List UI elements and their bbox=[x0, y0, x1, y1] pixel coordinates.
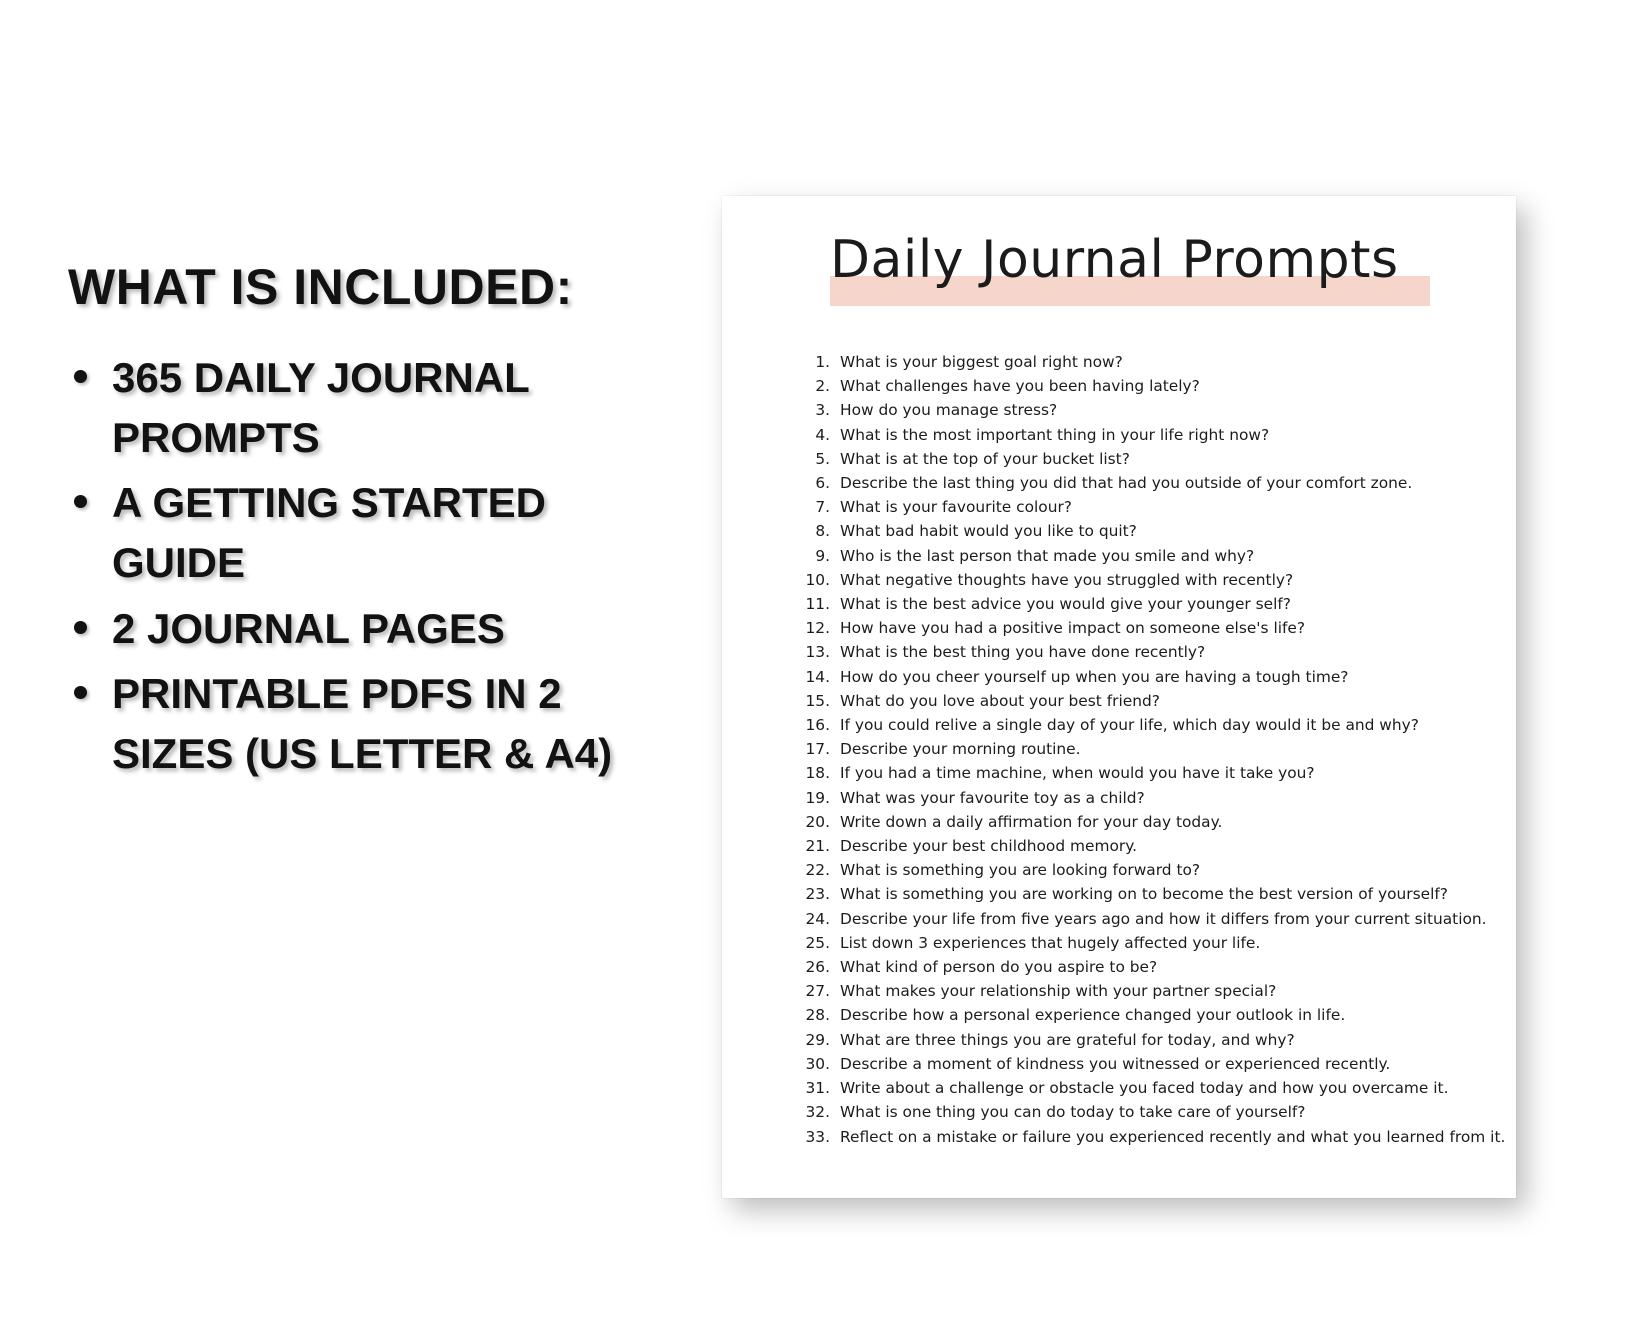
prompt-number: 33. bbox=[805, 1127, 830, 1146]
prompt-item bbox=[792, 1076, 1490, 1100]
prompt-item bbox=[792, 979, 1490, 1003]
prompt-text: If you could relive a single day of your life, which day would it be and why? bbox=[840, 716, 1419, 735]
prompt-text: How have you had a positive impact on someone else's life? bbox=[840, 619, 1306, 638]
journal-title-block bbox=[830, 230, 1430, 308]
prompt-item bbox=[792, 447, 1490, 471]
prompt-text: What are three things you are grateful for today, and why? bbox=[840, 1030, 1295, 1049]
prompt-number: 25. bbox=[805, 933, 830, 952]
prompt-number: 10. bbox=[805, 570, 830, 589]
prompt-number: 22. bbox=[805, 861, 830, 880]
bullet-icon bbox=[74, 495, 87, 508]
prompt-text: What negative thoughts have you struggled with recently? bbox=[840, 570, 1294, 589]
prompt-item bbox=[792, 640, 1490, 664]
prompt-number: 27. bbox=[805, 982, 830, 1001]
prompt-text: If you had a time machine, when would you have it take you? bbox=[840, 764, 1315, 783]
prompt-number: 1. bbox=[815, 353, 830, 371]
prompt-number: 16. bbox=[805, 716, 830, 735]
journal-title: Daily Journal Prompts bbox=[830, 230, 1399, 290]
list-item-label: 2 JOURNAL PAGES bbox=[112, 604, 505, 652]
list-item bbox=[62, 348, 682, 467]
list-item bbox=[62, 473, 682, 592]
prompt-item bbox=[792, 858, 1490, 882]
prompt-text: Reflect on a mistake or failure you experienced recently and what you learned from it. bbox=[840, 1127, 1506, 1146]
prompt-item bbox=[792, 786, 1490, 810]
prompt-text: Describe your morning routine. bbox=[840, 740, 1081, 759]
list-item-label: A GETTING STARTED GUIDE bbox=[112, 479, 546, 586]
prompt-text: Write down a daily affirmation for your day today. bbox=[840, 812, 1223, 831]
prompt-text: What is at the top of your bucket list? bbox=[840, 449, 1130, 468]
list-item-label: 365 DAILY JOURNAL PROMPTS bbox=[112, 354, 530, 461]
prompt-text: What bad habit would you like to quit? bbox=[840, 522, 1137, 541]
prompt-item bbox=[792, 423, 1490, 447]
prompt-number: 24. bbox=[805, 909, 830, 928]
prompt-item bbox=[792, 761, 1490, 785]
prompt-number: 19. bbox=[805, 788, 830, 807]
list-item bbox=[62, 599, 682, 659]
prompt-text: Describe how a personal experience changed your outlook in life. bbox=[840, 1006, 1346, 1025]
prompt-number: 6. bbox=[815, 474, 830, 493]
prompt-text: What is your favourite colour? bbox=[840, 498, 1072, 517]
prompt-number: 2. bbox=[815, 377, 830, 396]
prompt-text: What is the best advice you would give your younger self? bbox=[840, 595, 1291, 614]
prompt-item bbox=[792, 810, 1490, 834]
prompt-item bbox=[792, 1003, 1490, 1027]
prompt-number: 20. bbox=[805, 812, 830, 831]
prompt-item bbox=[792, 544, 1490, 568]
prompt-item bbox=[792, 1100, 1490, 1124]
prompt-number: 13. bbox=[805, 643, 830, 662]
prompt-text: Describe your life from five years ago and how it differs from your current situation. bbox=[840, 909, 1487, 928]
prompt-number: 15. bbox=[805, 691, 830, 710]
prompt-number: 11. bbox=[805, 595, 830, 614]
page-title: WHAT IS INCLUDED: bbox=[68, 259, 573, 315]
prompt-text: How do you cheer yourself up when you are having a tough time? bbox=[840, 667, 1349, 686]
prompt-item bbox=[792, 907, 1490, 931]
prompt-item bbox=[792, 471, 1490, 495]
prompt-number: 7. bbox=[815, 498, 830, 517]
prompt-text: What is the best thing you have done recently? bbox=[840, 643, 1206, 662]
prompt-number: 26. bbox=[805, 958, 830, 977]
prompt-text: What challenges have you been having lately? bbox=[840, 377, 1200, 396]
prompt-number: 30. bbox=[805, 1054, 830, 1073]
prompt-item bbox=[792, 1028, 1490, 1052]
prompt-number: 23. bbox=[805, 885, 830, 904]
prompt-item bbox=[792, 495, 1490, 519]
bullet-icon bbox=[74, 686, 87, 699]
prompt-number: 17. bbox=[805, 740, 830, 759]
prompt-text: What is one thing you can do today to take care of yourself? bbox=[840, 1103, 1306, 1122]
prompt-item bbox=[792, 931, 1490, 955]
prompt-text: What was your favourite toy as a child? bbox=[840, 788, 1145, 807]
prompt-item bbox=[792, 350, 1490, 374]
list-item-label: PRINTABLE PDFS IN 2 SIZES (US LETTER & A4) bbox=[112, 670, 613, 777]
prompt-text: What kind of person do you aspire to be? bbox=[840, 958, 1158, 977]
prompt-item bbox=[792, 955, 1490, 979]
prompt-text: Who is the last person that made you smile and why? bbox=[840, 546, 1255, 565]
prompt-number: 12. bbox=[805, 619, 830, 638]
prompt-text: Write about a challenge or obstacle you faced today and how you overcame it. bbox=[840, 1079, 1449, 1098]
included-feature-list bbox=[62, 348, 682, 789]
prompt-item bbox=[792, 1052, 1490, 1076]
prompt-number: 18. bbox=[805, 764, 830, 783]
prompt-number: 3. bbox=[815, 401, 830, 420]
prompt-text: Describe the last thing you did that had you outside of your comfort zone. bbox=[840, 474, 1413, 493]
prompt-item bbox=[792, 834, 1490, 858]
prompt-number: 28. bbox=[805, 1006, 830, 1025]
prompt-text: Describe your best childhood memory. bbox=[840, 837, 1138, 856]
prompt-item bbox=[792, 1125, 1506, 1149]
prompt-item bbox=[792, 713, 1490, 737]
prompt-item bbox=[792, 616, 1490, 640]
prompt-number: 29. bbox=[805, 1030, 830, 1049]
prompt-item bbox=[792, 882, 1490, 906]
prompt-item bbox=[792, 398, 1490, 422]
bullet-icon bbox=[74, 370, 87, 383]
what-is-included-panel bbox=[0, 0, 700, 1317]
prompt-item bbox=[792, 568, 1490, 592]
prompt-text: What do you love about your best friend? bbox=[840, 691, 1160, 710]
prompt-text: What is something you are looking forward to? bbox=[840, 861, 1201, 880]
prompt-text: Describe a moment of kindness you witnessed or experienced recently. bbox=[840, 1054, 1391, 1073]
prompt-number: 32. bbox=[805, 1103, 830, 1122]
bullet-icon bbox=[74, 621, 87, 634]
prompt-text: How do you manage stress? bbox=[840, 401, 1058, 420]
prompt-number: 9. bbox=[815, 546, 830, 565]
journal-page-preview bbox=[722, 196, 1516, 1198]
journal-prompt-list bbox=[792, 350, 1506, 1149]
prompt-number: 31. bbox=[805, 1079, 830, 1098]
prompt-number: 4. bbox=[815, 425, 830, 444]
prompt-number: 5. bbox=[815, 449, 830, 468]
prompt-item bbox=[792, 592, 1490, 616]
prompt-text: What makes your relationship with your partner special? bbox=[840, 982, 1277, 1001]
prompt-text: List down 3 experiences that hugely affected your life. bbox=[840, 933, 1261, 952]
prompt-item bbox=[792, 519, 1490, 543]
prompt-item bbox=[792, 374, 1490, 398]
prompt-number: 14. bbox=[805, 667, 830, 686]
list-item bbox=[62, 664, 682, 783]
prompt-item bbox=[792, 737, 1490, 761]
prompt-number: 8. bbox=[815, 522, 830, 541]
prompt-text: What is the most important thing in your life right now? bbox=[840, 425, 1270, 444]
prompt-item bbox=[792, 665, 1490, 689]
prompt-text: What is something you are working on to become the best version of yourself? bbox=[840, 885, 1448, 904]
prompt-number: 21. bbox=[805, 837, 830, 856]
prompt-item bbox=[792, 689, 1490, 713]
prompt-text: What is your biggest goal right now? bbox=[840, 353, 1123, 371]
